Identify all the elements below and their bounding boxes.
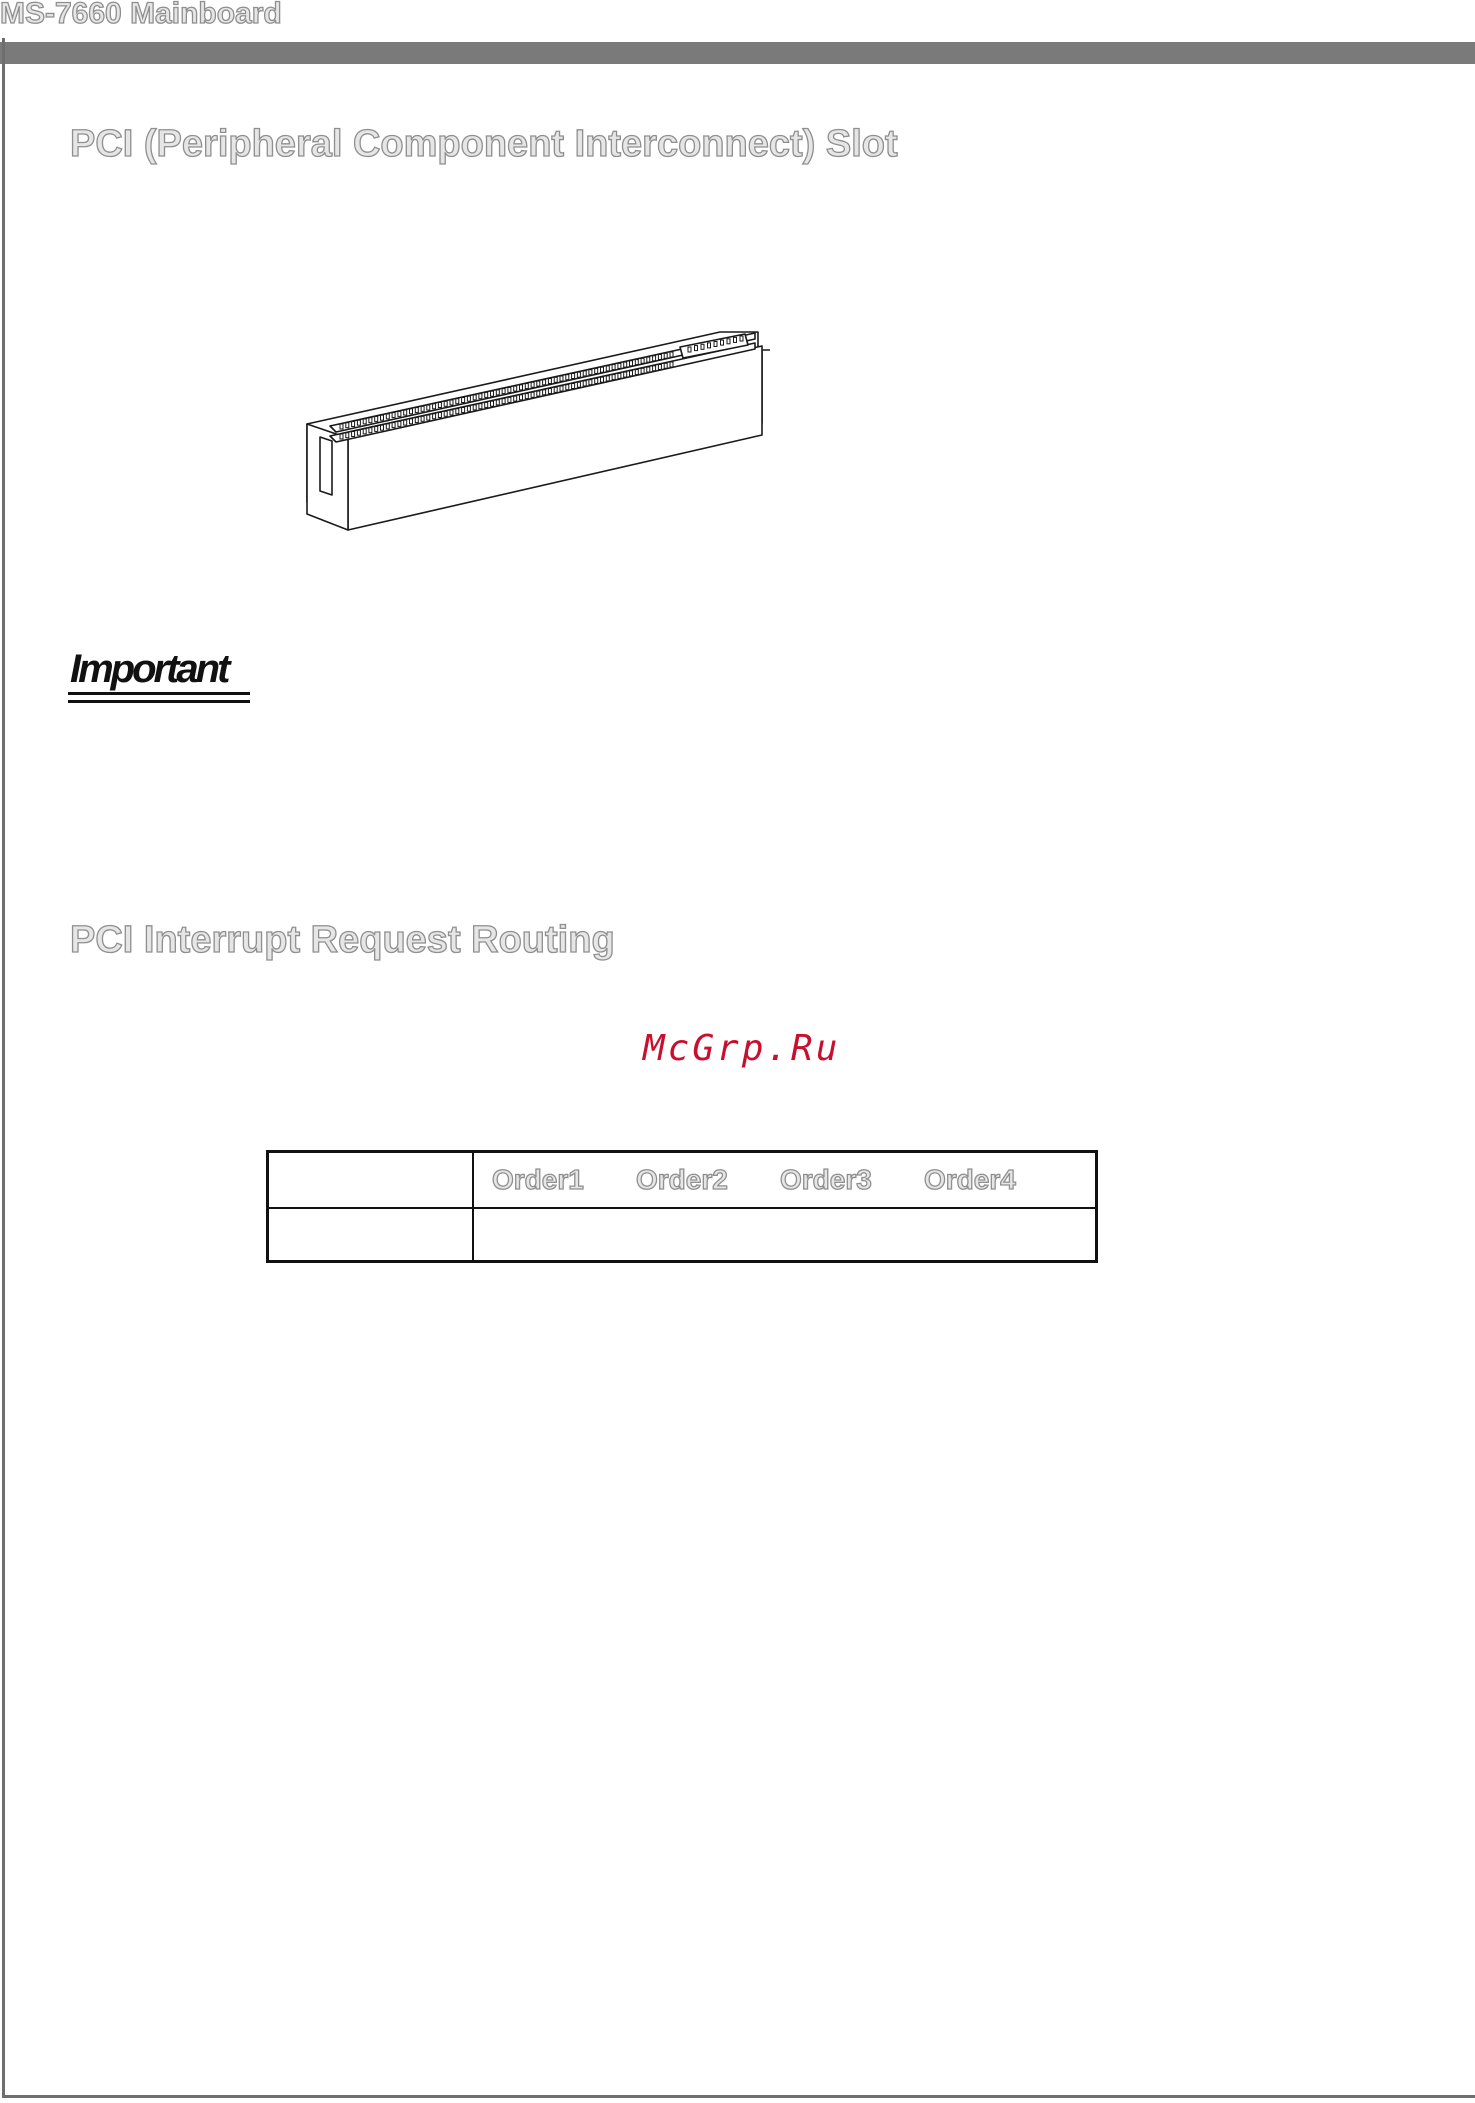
page-bottom-rule [2, 2095, 1475, 2098]
pci-slot-heading: PCI (Peripheral Component Interconnect) Slot [70, 123, 898, 165]
page-left-rule [2, 38, 5, 2098]
important-badge [68, 640, 253, 710]
slot-key-notch [320, 437, 332, 495]
order-2-label: Order2 [636, 1164, 728, 1195]
order-1-label: Order1 [492, 1164, 584, 1195]
order-4-label: Order4 [924, 1164, 1016, 1195]
table-column-divider [472, 1153, 474, 1260]
pci-irq-routing-heading: PCI Interrupt Request Routing [70, 919, 615, 961]
important-label: Important [70, 647, 228, 691]
order-3-label: Order3 [780, 1164, 872, 1195]
pci-slot-illustration [300, 320, 770, 545]
watermark-text: McGrp.Ru [643, 1028, 841, 1069]
table-data-row [269, 1209, 1095, 1260]
document-header-title: MS-7660 Mainboard [0, 0, 282, 30]
irq-routing-table [266, 1150, 1098, 1263]
header-bar [0, 42, 1475, 64]
table-header-row [269, 1153, 1095, 1209]
